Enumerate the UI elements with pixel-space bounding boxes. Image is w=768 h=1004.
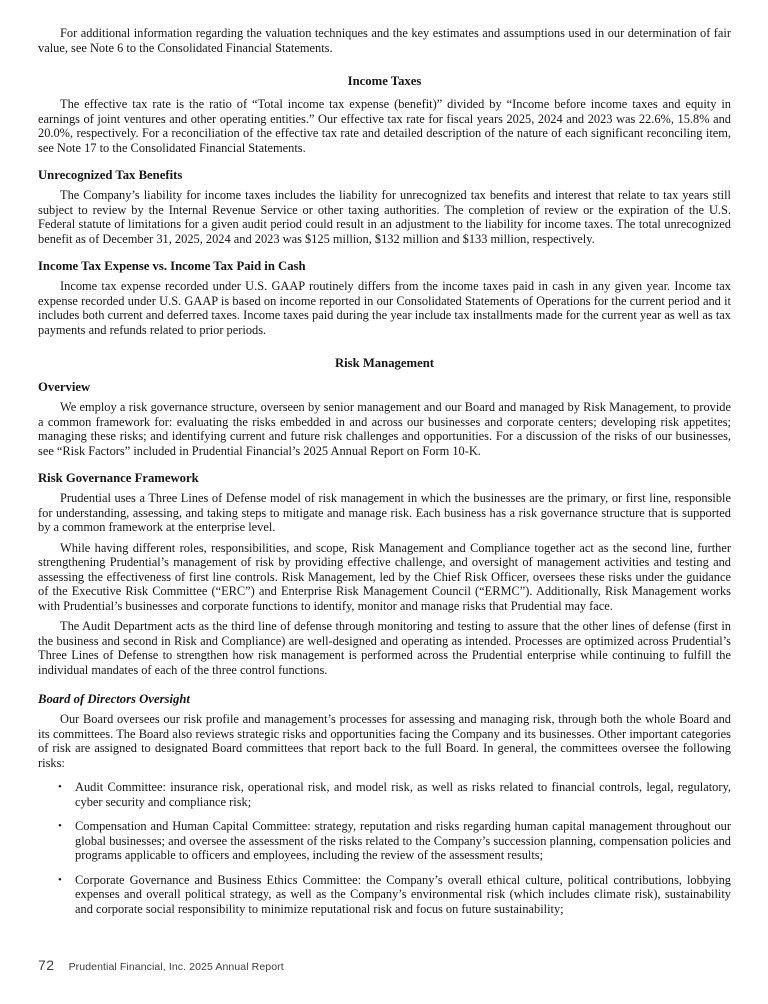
heading-risk-governance-framework: Risk Governance Framework <box>38 471 199 485</box>
paragraph-board-oversight: Our Board oversees our risk profile and management’s processes for assessing and managing risk, through both the whole Board and its committees. The Board also reviews strategic risks and opportunities facing the Company and its businesses. Other important categories of risk are assigned to designated Board committees that report back to the full Board. In general, the committees oversee the following risks: <box>38 712 731 770</box>
bullet-icon: • <box>58 781 62 793</box>
list-item-text: Corporate Governance and Business Ethics Committee: the Company’s overall ethical culture, political contributions, lobbying expenses and overall political strategy, as well as the Company’s environmental risk (which includes climate risk), sustainability and corporate social responsibility to minimize reputational risk and focus on future sustainability; <box>75 872 731 916</box>
list-item-compensation-committee <box>58 819 731 863</box>
page-footer <box>38 957 284 973</box>
document-body <box>38 26 731 926</box>
footer-report-title: Prudential Financial, Inc. 2025 Annual Report <box>68 961 284 973</box>
section-title-risk-management: Risk Management <box>334 356 435 370</box>
page-number: 72 <box>38 957 55 973</box>
paragraph-risk-governance-1: Prudential uses a Three Lines of Defense model of risk management in which the businesses are the primary, or first line, responsible for understanding, assessing, and taking steps to mitigate and manage risk. Each business has a risk governance structure that is supported by a common framework at the enterprise level. <box>38 491 731 534</box>
bullet-icon: • <box>58 873 62 886</box>
heading-unrecognized-tax-benefits: Unrecognized Tax Benefits <box>38 168 183 182</box>
list-item-text: Audit Committee: insurance risk, operational risk, and model risk, as well as risks related to financial controls, legal, regulatory, cyber security and compliance risk; <box>75 780 731 809</box>
bullet-icon: • <box>58 820 62 832</box>
list-item-text: Compensation and Human Capital Committee: strategy, reputation and risks regarding human capital management throughout our global businesses; and oversee the assessment of the risks related to the Company’s succession planning, compensation policies and programs applicable to officers and employees, including the review of the assessment results; <box>75 819 731 862</box>
heading-board-of-directors-oversight: Board of Directors Oversight <box>38 692 190 706</box>
paragraph-risk-governance-3: The Audit Department acts as the third line of defense through monitoring and testing to assure that the other lines of defense (first in the business and second in Risk and Compliance) are well-designed and operating as intended. Processes are optimized across Prudential’s Three Lines of Defense to strengthen how risk management is performed across the Prudential enterprise while continuing to fulfill the individual mandates of each of the three control functions. <box>38 619 731 677</box>
paragraph-income-taxes: The effective tax rate is the ratio of “Total income tax expense (benefit)” divided by “Income before income taxes and equity in earnings of joint ventures and other operating entities.” Our effective tax rate for fiscal years 2025, 2024 and 2023 was 22.6%, 15.8% and 20.0%, respectively. For a reconciliation of the effective tax rate and detailed description of the nature of each significant reconciling item, see Note 17 to the Consolidated Financial Statements. <box>38 97 731 155</box>
heading-income-tax-expense: Income Tax Expense vs. Income Tax Paid in Cash <box>38 259 306 273</box>
committee-risk-list <box>38 780 731 916</box>
heading-overview: Overview <box>38 380 91 394</box>
paragraph-income-tax-expense: Income tax expense recorded under U.S. GAAP routinely differs from the income taxes paid in cash in any given year. Income tax expense recorded under U.S. GAAP is based on income reported in our Consolidated Statements of Operations for the current period and it includes both current and deferred taxes. Income taxes paid during the year include tax installments made for the current year as well as tax payments and refunds related to prior periods. <box>38 279 731 337</box>
list-item-corporate-governance-committee <box>58 873 731 917</box>
paragraph-overview: We employ a risk governance structure, overseen by senior management and our Board and managed by Risk Management, to provide a common framework for: evaluating the risks embedded in and across our businesses and corporate centers; developing risk appetites; managing these risks; and identifying current and future risk challenges and opportunities. For a discussion of the risks of our businesses, see “Risk Factors” included in Prudential Financial’s 2025 Annual Report on Form 10-K. <box>38 400 731 458</box>
paragraph-risk-governance-2: While having different roles, responsibilities, and scope, Risk Management and Compliance together act as the second line, further strengthening Prudential’s management of risk by providing effective challenge, and oversight of management activities and testing and assessing the effectiveness of first line controls. Risk Management, led by the Chief Risk Officer, oversees these risks under the guidance of the Executive Risk Committee (“ERC”) and Enterprise Risk Management Council (“ERMC”). Additionally, Risk Management works with Prudential’s businesses and corporate functions to identify, monitor and manage risks that Prudential may face. <box>38 540 731 613</box>
list-item-audit-committee <box>58 780 731 809</box>
paragraph-intro: For additional information regarding the valuation techniques and the key estimates and assumptions used in our determination of fair value, see Note 6 to the Consolidated Financial Statements. <box>38 26 731 55</box>
section-title-income-taxes: Income Taxes <box>347 74 422 88</box>
paragraph-unrecognized-tax-benefits: The Company’s liability for income taxes includes the liability for unrecognized tax benefits and interest that relate to tax years still subject to review by the Internal Revenue Service or other taxing authorities. The completion of review or the expiration of the U.S. Federal statute of limitations for a given audit period could result in an adjustment to the liability for income taxes. The total unrecognized benefit as of December 31, 2025, 2024 and 2023 was $125 million, $132 million and $133 million, respectively. <box>38 188 731 246</box>
